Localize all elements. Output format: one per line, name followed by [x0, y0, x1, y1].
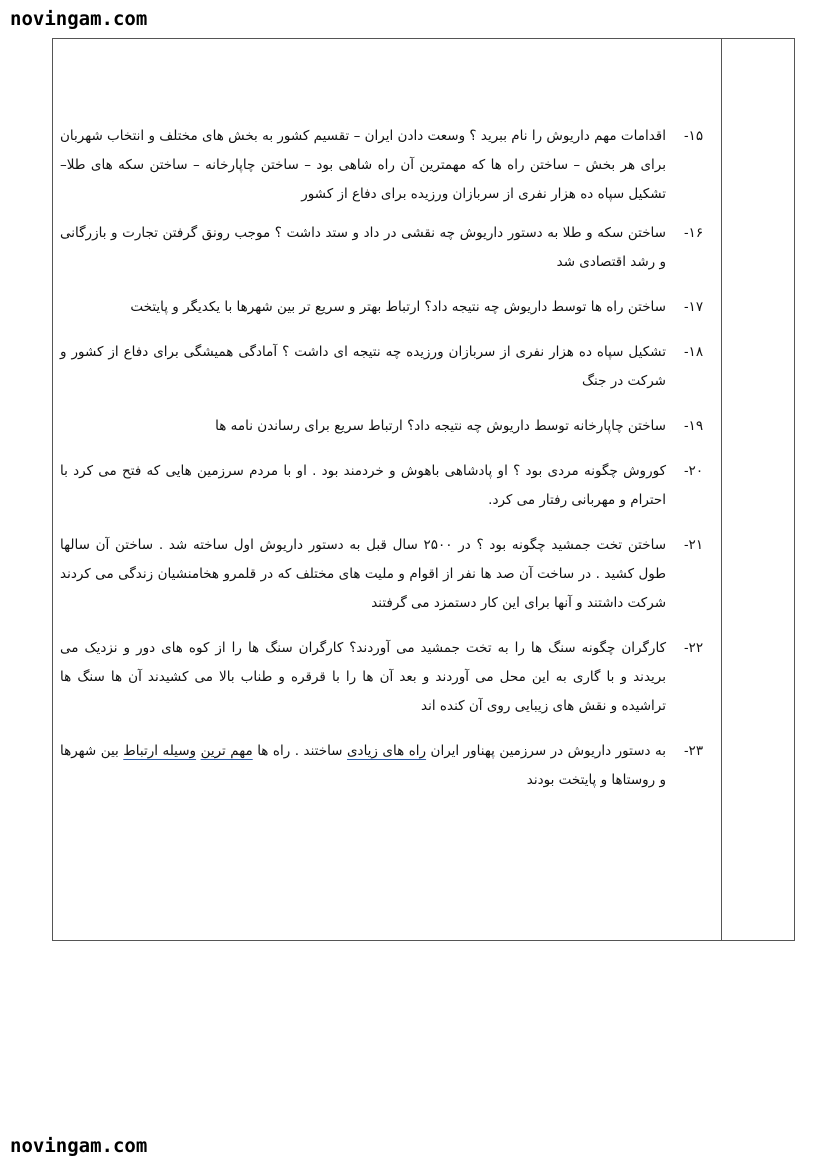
question-text: کوروش چگونه مردی بود ؟ او پادشاهی باهوش و خردمند بود . او با مردم سرزمین هایی که فتح می کرد با احترام و مهربانی رفتار می کرد. [60, 463, 666, 508]
question-number: -۱۹ [684, 418, 704, 434]
question-15 [59, 122, 704, 209]
question-text: کارگران چگونه سنگ ها را به تخت جمشید می آوردند؟ کارگران سنگ ها را از کوه های دور و نزدیک می بریدند و با گاری به این محل می آوردند و بعد آن ها را با قرقره و طناب بالا می کشیدند آن ها سنگ ها تراشیده و نقش های زیبایی روی آن کنده اند [60, 640, 666, 714]
question-text: ساختن سکه و طلا به دستور داریوش چه نقشی در داد و ستد داشت ؟ موجب رونق گرفتن تجارت و بازرگانی و رشد اقتصادی شد [60, 225, 666, 270]
text-part: بین شهرها و روستاها و پایتخت بودند [60, 743, 666, 788]
question-22 [60, 634, 704, 721]
watermark-bottom: novingam.com [10, 1135, 148, 1157]
underlined-phrase: راه های زیادی [346, 743, 427, 759]
underlined-phrase: وسیله ارتباط [123, 743, 197, 759]
question-number: -۱۷ [684, 299, 704, 315]
question-number: -۲۳ [684, 743, 704, 759]
answers-column [59, 122, 704, 795]
text-part: ساختند . راه ها [252, 743, 347, 759]
question-text: ساختن راه ها توسط داریوش چه نتیجه داد؟ ارتباط بهتر و سریع تر بین شهرها با یکدیگر و پایتخت [130, 299, 666, 315]
question-17 [60, 293, 704, 322]
question-16 [60, 219, 704, 277]
question-number: -۲۰ [684, 463, 704, 479]
question-number: -۲۱ [684, 537, 704, 553]
question-19 [60, 412, 704, 441]
question-text: اقدامات مهم داریوش را نام ببرید ؟ وسعت دادن ایران – تقسیم کشور به بخش های مختلف و انتخاب شهربان برای هر بخش – ساختن راه ها که مهمترین آن راه شاهی بود – ساختن چاپارخانه – ساختن سکه های طلا– تشکیل سپاه ده هزار نفری از سربازان ورزیده برای دفاع از کشور [59, 128, 666, 202]
question-text: ساختن تخت جمشید چگونه بود ؟ در ۲۵۰۰ سال قبل به دستور داریوش اول ساخته شد . ساختن آن سالها طول کشید . در ساخت آن صد ها نفر از اقوام و ملیت های مختلف که در قلمرو هخامنشیان زندگی می کردند شرکت داشتند و آنها برای این کار دستمزد می گرفتند [60, 537, 667, 611]
question-text: ساختن چاپارخانه توسط داریوش چه نتیجه داد؟ ارتباط سریع برای رساندن نامه ها [215, 418, 666, 434]
question-23 [60, 737, 704, 795]
question-number: -۲۲ [684, 640, 704, 656]
underlined-phrase: مهم ترین [200, 743, 253, 759]
question-number: -۱۵ [684, 128, 704, 144]
question-20 [60, 457, 704, 515]
question-21 [60, 531, 704, 618]
question-text [60, 737, 666, 795]
column-divider [721, 39, 722, 940]
watermark-top: novingam.com [10, 8, 148, 30]
question-18 [60, 338, 704, 396]
question-number: -۱۶ [684, 225, 704, 241]
text-part: به دستور داریوش در سرزمین پهناور ایران [426, 743, 666, 759]
question-text: تشکیل سپاه ده هزار نفری از سربازان ورزیده چه نتیجه ای داشت ؟ آمادگی همیشگی برای دفاع از کشور و شرکت در جنگ [60, 344, 666, 389]
question-number: -۱۸ [684, 344, 704, 360]
